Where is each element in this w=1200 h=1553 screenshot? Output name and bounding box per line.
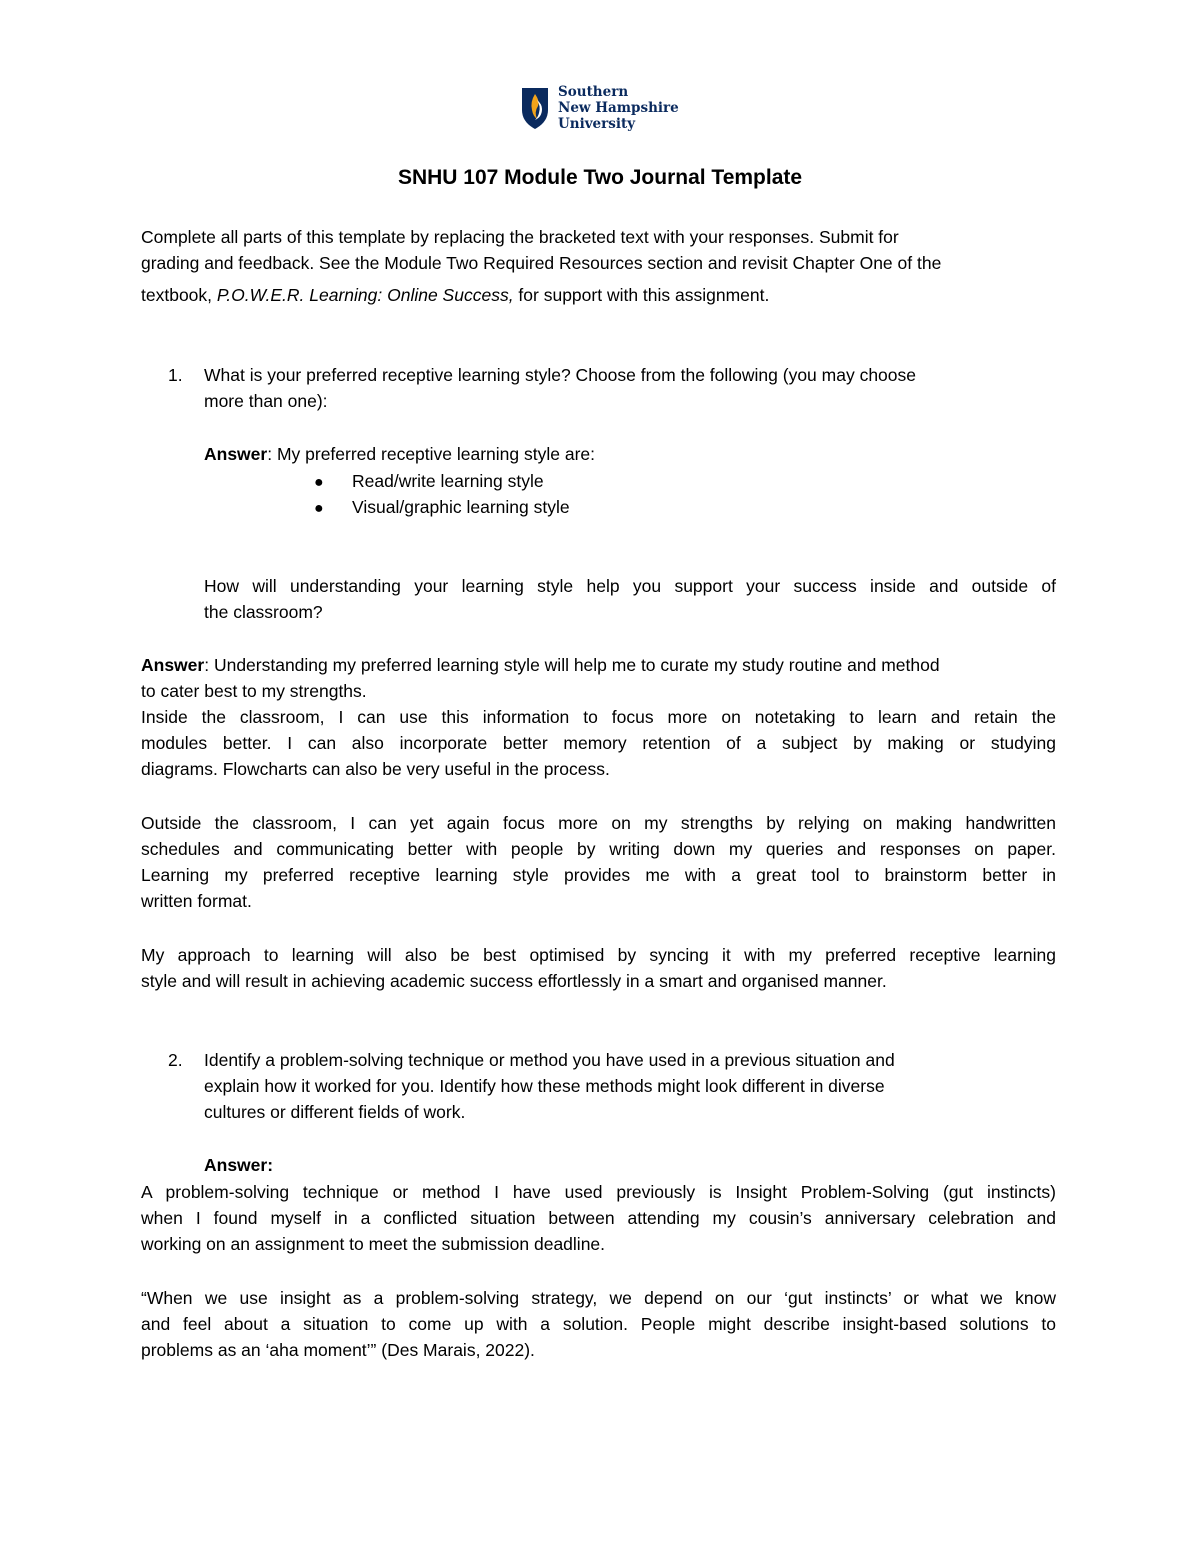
logo-line-3: University [558,116,636,132]
q2-paragraph-1 [141,1179,1056,1257]
bullet-icon: ● [314,474,324,491]
q2-quote-paragraph [141,1285,1056,1363]
inside-line-1: Inside the classroom, I can use this information to focus more on notetaking to learn and retain the [141,707,1056,727]
question-1-number: 1. [168,365,183,385]
question-1-answer-intro [204,441,1054,467]
question-1-line-2: more than one): [204,391,328,411]
answer-paragraph-1-line-2: to cater best to my strengths. [141,681,367,701]
question-2-line-2: explain how it worked for you. Identify how these methods might look different in diverse [204,1076,885,1096]
university-logo [520,84,679,132]
quote-line-3: problems as an ‘aha moment’” (Des Marais, 2022). [141,1340,535,1360]
intro-paragraph [141,224,1061,276]
question-2-line-1: Identify a problem-solving technique or method you have used in a previous situation and [204,1050,895,1070]
answer-label: Answer: [204,1155,274,1175]
outside-line-1: Outside the classroom, I can yet again focus more on my strengths by relying on making handwritten [141,813,1056,833]
intro-line-3-prefix: textbook, [141,285,217,305]
logo-line-1: Southern [558,84,629,100]
answer-intro-text: : My preferred receptive learning style are: [267,444,596,464]
document-title: SNHU 107 Module Two Journal Template [397,166,803,189]
bullet-item-text: Visual/graphic learning style [352,497,570,517]
bullet-icon: ● [314,500,324,517]
shield-flame-icon [520,86,550,130]
q2-paragraph-1-line-1: A problem-solving technique or method I have used previously is Insight Problem-Solving (gut instincts) [141,1182,1056,1202]
inside-line-2: modules better. I can also incorporate better memory retention of a subject by making or studying [141,733,1056,753]
answer-label: Answer [204,444,268,464]
question-2-number: 2. [168,1050,183,1070]
book-title: P.O.W.E.R. Learning: Online Success, [216,285,514,305]
approach-paragraph [141,942,1056,994]
logo-wordmark [558,84,679,132]
question-1-text [204,362,1054,414]
outside-line-4: written format. [141,891,252,911]
question-1-line-1: What is your preferred receptive learning style? Choose from the following (you may choose [204,365,917,385]
approach-line-2: style and will result in achieving academic success effortlessly in a smart and organised manner. [141,971,887,991]
question-1-subquestion [204,573,1056,625]
bullet-item-text: Read/write learning style [352,471,544,491]
intro-line-1: Complete all parts of this template by replacing the bracketed text with your responses. Submit for [141,227,899,247]
intro-line-3 [141,282,1061,308]
intro-line-3-suffix: for support with this assignment. [513,285,770,305]
bullet-item [314,468,544,496]
subquestion-line-2: the classroom? [204,602,323,622]
answer-paragraph-1-line-1: Answer: Understanding my preferred learning style will help me to curate my study routine and method [141,655,940,675]
subquestion-line-1: How will understanding your learning style help you support your success inside and outside of [204,576,1056,596]
outside-line-2: schedules and communicating better with people by writing down my queries and responses on paper. [141,839,1056,859]
quote-line-2: and feel about a situation to come up with a solution. People might describe insight-based solutions to [141,1314,1056,1334]
q2-paragraph-1-line-2: when I found myself in a conflicted situation between attending my cousin’s anniversary celebration and [141,1208,1056,1228]
quote-line-1: “When we use insight as a problem-solving strategy, we depend on our ‘gut instincts’ or what we know [141,1288,1056,1308]
bullet-item [314,494,570,522]
q2-paragraph-1-line-3: working on an assignment to meet the submission deadline. [141,1234,606,1254]
approach-line-1: My approach to learning will also be best optimised by syncing it with my preferred receptive learning [141,945,1056,965]
question-2-text [204,1047,1054,1125]
question-2-answer-label [204,1152,273,1178]
logo-line-2: New Hampshire [558,100,679,116]
answer-label: Answer [141,655,205,675]
question-2-line-3: cultures or different fields of work. [204,1102,466,1122]
answer-paragraph-1 [141,652,1056,782]
outside-paragraph [141,810,1056,914]
outside-line-3: Learning my preferred receptive learning style provides me with a great tool to brainstorm better in [141,865,1056,885]
inside-line-3: diagrams. Flowcharts can also be very useful in the process. [141,759,610,779]
intro-line-2: grading and feedback. See the Module Two Required Resources section and revisit Chapter One of the [141,253,942,273]
